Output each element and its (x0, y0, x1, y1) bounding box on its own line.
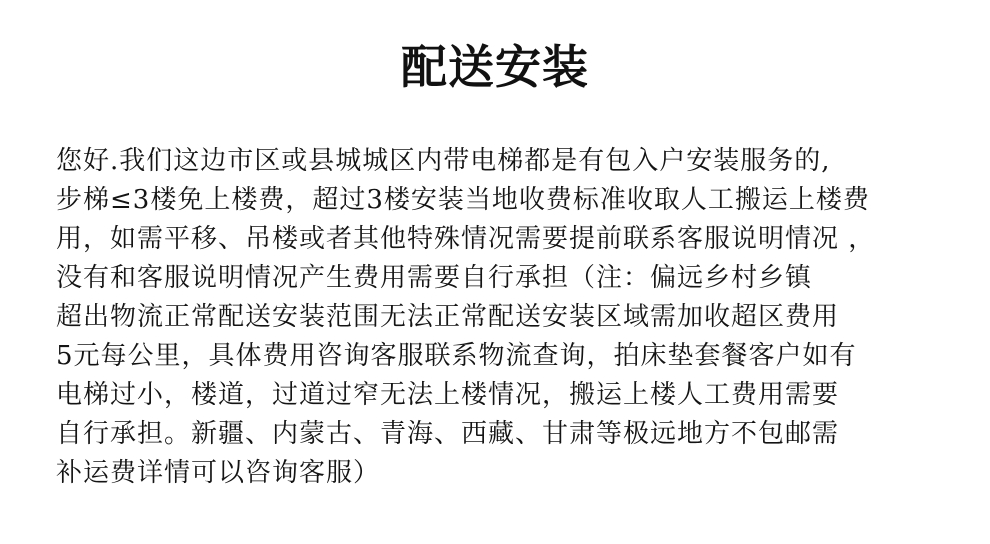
notice-line: 步梯≤3楼免上楼费，超过3楼安装当地收费标准收取人工搬运上楼费 (56, 185, 870, 215)
notice-line: 5元每公里，具体费用咨询客服联系物流查询，拍床垫套餐客户如有 (56, 341, 857, 371)
notice-line: 补运费详情可以咨询客服） (56, 458, 381, 488)
notice-line: 超出物流正常配送安装范围无法正常配送安装区域需加收超区费用 (56, 302, 840, 332)
notice-line: 用，如需平移、吊楼或者其他特殊情况需要提前联系客服说明情况 ， (56, 224, 876, 254)
notice-body (56, 142, 966, 493)
notice-line: 没有和客服说明情况产生费用需要自行承担（注：偏远乡村乡镇 (56, 263, 813, 293)
notice-line: 电梯过小，楼道，过道过窄无法上楼情况，搬运上楼人工费用需要 (56, 380, 840, 410)
notice-line: 您好.我们这边市区或县城城区内带电梯都是有包入户安装服务的, (56, 146, 831, 176)
notice-line: 自行承担。新疆、内蒙古、青海、西藏、甘肃等极远地方不包邮需 (56, 419, 840, 449)
page-title: 配送安装 (401, 40, 589, 94)
